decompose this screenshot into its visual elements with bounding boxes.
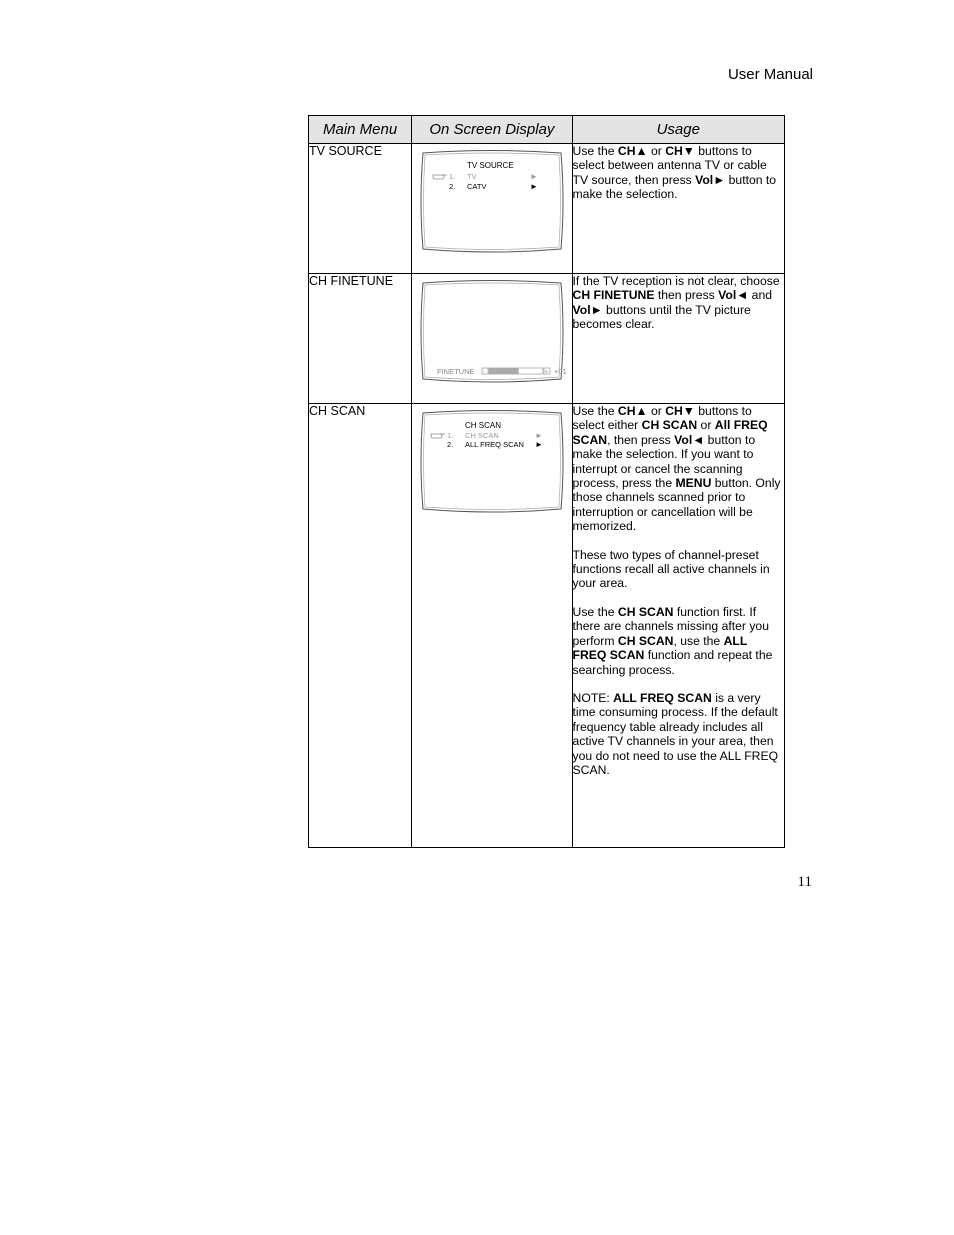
table-row xyxy=(309,144,785,274)
tv-screen-finetune xyxy=(419,279,565,385)
usage-cell-ch-scan xyxy=(572,404,784,848)
usage-bold-text: ALL FREQ SCAN xyxy=(613,690,712,705)
usage-text: button. Only those channels scanned prior to interruption or cancellation will be memorized. xyxy=(572,476,781,534)
usage-paragraph xyxy=(573,144,784,202)
usage-paragraph xyxy=(573,404,784,534)
tv-screen-ch-scan xyxy=(419,409,565,515)
arrow-right-icon: ► xyxy=(530,182,539,191)
usage-text: These two types of channel-preset functions recall all active channels in your area. xyxy=(572,547,770,591)
usage-bold-text: CH SCAN xyxy=(617,633,674,648)
osd-item-label: CH SCAN xyxy=(465,431,499,440)
usage-text: function first. If there are channels missing after you perform xyxy=(572,604,769,648)
usage-cell-tv-source xyxy=(572,144,784,274)
arrow-right-icon: ► xyxy=(535,440,544,449)
usage-bold-text: Vol► xyxy=(695,172,726,187)
usage-paragraph xyxy=(573,605,784,677)
header-usage: Usage xyxy=(572,116,784,144)
usage-bold-text: CH SCAN xyxy=(641,418,698,433)
osd-item-label: ALL FREQ SCAN xyxy=(465,440,525,449)
menu-cell-ch-finetune: CH FINETUNE xyxy=(309,274,412,404)
header-on-screen-display: On Screen Display xyxy=(412,116,572,144)
usage-bold-text: CH▲ xyxy=(617,144,648,158)
usage-text: or xyxy=(647,404,666,418)
usage-text: and xyxy=(748,288,773,303)
minus-icon: - xyxy=(483,369,486,376)
menu-cell-tv-source: TV SOURCE xyxy=(309,144,412,274)
usage-text: buttons to select either xyxy=(572,404,752,433)
plus-icon: + xyxy=(544,369,549,376)
osd-item-num: 2. xyxy=(447,440,454,449)
usage-bold-text: CH▲ xyxy=(617,404,648,418)
usage-bold-text: CH SCAN xyxy=(617,604,674,619)
usage-text: buttons to select between antenna TV or cable TV source, then press xyxy=(572,144,767,187)
usage-cell-ch-finetune xyxy=(572,274,784,404)
usage-text: If the TV reception is not clear, choose xyxy=(572,274,780,288)
usage-paragraph xyxy=(573,274,784,332)
usage-text: button to make the selection. If you want to interrupt or cancel the scanning process, press the xyxy=(572,432,756,491)
finetune-label: FINETUNE xyxy=(437,367,475,376)
usage-text: is a very time consuming process. If the default frequency table already includes all active TV channels in your area, then you do not need to use the ALL FREQ SCAN. xyxy=(572,690,779,777)
osd-item-num: 2. xyxy=(449,182,456,191)
osd-cell-ch-finetune xyxy=(412,274,572,404)
table-row xyxy=(309,274,785,404)
usage-paragraph xyxy=(573,691,784,777)
table-row xyxy=(309,404,785,848)
osd-item-num: 1. xyxy=(447,431,454,440)
usage-text: Use the xyxy=(572,144,618,158)
usage-bold-text: CH▼ xyxy=(665,144,695,158)
osd-item-num: 1. xyxy=(449,172,456,181)
osd-item-label: TV xyxy=(467,172,477,181)
usage-text: or xyxy=(647,144,666,158)
arrow-right-icon: ► xyxy=(530,172,539,181)
usage-text: , then press xyxy=(607,432,675,447)
usage-bold-text: All FREQ SCAN xyxy=(572,418,768,447)
usage-bold-text: MENU xyxy=(675,476,712,491)
arrow-right-icon: ► xyxy=(535,431,544,440)
usage-text: NOTE: xyxy=(572,690,614,705)
usage-bold-text: CH FINETUNE xyxy=(572,288,655,303)
osd-item-label: CATV xyxy=(467,182,487,191)
osd-cell-ch-scan xyxy=(412,404,572,848)
usage-text: Use the xyxy=(572,604,618,619)
usage-text: button to make the selection. xyxy=(572,172,777,202)
usage-bold-text: Vol◄ xyxy=(674,432,705,447)
osd-cell-tv-source xyxy=(412,144,572,274)
usage-bold-text: ALL FREQ SCAN xyxy=(572,633,748,663)
usage-text: buttons until the TV picture becomes clear. xyxy=(572,302,751,332)
usage-bold-text: Vol◄ xyxy=(718,288,749,303)
menu-table xyxy=(308,115,785,848)
running-header: User Manual xyxy=(727,66,813,83)
usage-bold-text: Vol► xyxy=(572,302,603,317)
page-number: 11 xyxy=(797,874,812,890)
finetune-bar-fill xyxy=(489,368,519,374)
osd-title: CH SCAN xyxy=(465,421,502,430)
usage-bold-text: CH▼ xyxy=(665,404,695,418)
tv-screen-tv-source xyxy=(419,149,565,255)
usage-text: Use the xyxy=(572,404,618,418)
finetune-value: +01 xyxy=(554,367,567,376)
usage-paragraph xyxy=(573,548,784,591)
header-main-menu: Main Menu xyxy=(309,116,412,144)
menu-cell-ch-scan: CH SCAN xyxy=(309,404,412,848)
osd-title: TV SOURCE xyxy=(467,161,514,170)
usage-text: , use the xyxy=(673,633,724,648)
usage-text: function and repeat the searching process. xyxy=(572,648,773,677)
usage-text: or xyxy=(697,418,715,433)
usage-text: then press xyxy=(654,288,719,303)
table-header-row xyxy=(309,116,785,144)
